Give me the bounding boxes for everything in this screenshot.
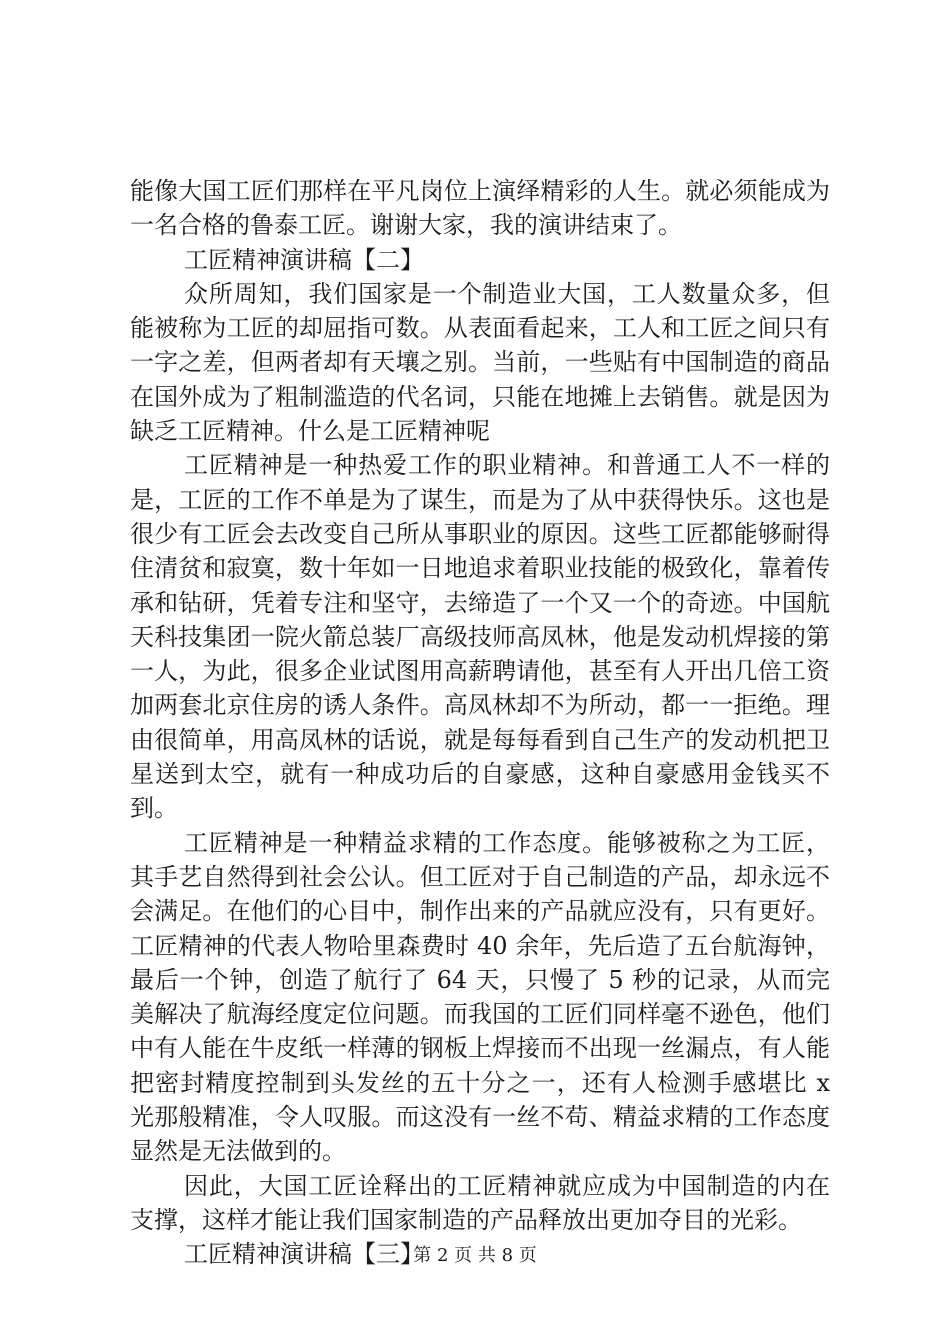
paragraph-work-attitude: 工匠精神是一种精益求精的工作态度。能够被称之为工匠，其手艺自然得到社会公认。但工匠对于自己制造的产品，却永远不会满足。在他们的心目中，制作出来的产品就应没有，只有更好。工匠精神的代表人物哈里森费时 40 余年，先后造了五台航海钟，最后一个钟，创造了航行了 64 天，只慢了 5 秒的记录，从而完美解决了航海经度定位问题。而我国的工匠们同样毫不逊色，他们中有人能在牛皮纸一样薄的钢板上焊接而不出现一丝漏点，有人能把密封精度控制到头发丝的五十分之一，还有人检测手感堪比 x 光那般精准，令人叹服。而这没有一丝不苟、精益求精的工作态度显然是无法做到的。 (130, 828, 830, 1166)
paragraph-conclusion: 因此，大国工匠诠释出的工匠精神就应成为中国制造的内在支撑，这样才能让我们国家制造的产品释放出更加夺目的光彩。 (130, 1171, 830, 1234)
paragraph-career-spirit: 工匠精神是一种热爱工作的职业精神。和普通工人不一样的是，工匠的工作不单是为了谋生，而是为了从中获得快乐。这也是很少有工匠会去改变自己所从事职业的原因。这些工匠都能够耐得住清贫和寂寞，数十年如一日地追求着职业技能的极致化，靠着传承和钻研，凭着专注和坚守，去缔造了一个又一个的奇迹。中国航天科技集团一院火箭总装厂高级技师高凤林，他是发动机焊接的第一人，为此，很多企业试图用高薪聘请他，甚至有人开出几倍工资加两套北京住房的诱人条件。高凤林却不为所动，都一一拒绝。理由很简单，用高凤林的话说，就是每每看到自己生产的发动机把卫星送到太空，就有一种成功后的自豪感，这种自豪感用金钱买不到。 (130, 451, 830, 823)
section-heading-3: 工匠精神演讲稿【三】 (184, 1240, 424, 1269)
section-heading-2: 工匠精神演讲稿【二】 (184, 245, 424, 274)
page-number-footer: 第 2 页 共 8 页 (413, 1245, 537, 1266)
paragraph-continuation: 能像大国工匠们那样在平凡岗位上演绎精彩的人生。就必须能成为一名合格的鲁泰工匠。谢谢大家，我的演讲结束了。 (130, 177, 830, 240)
document-body (130, 174, 830, 1272)
paragraph-intro: 众所周知，我们国家是一个制造业大国，工人数量众多，但能被称为工匠的却屈指可数。从表面看起来，工人和工匠之间只有一字之差，但两者却有天壤之别。当前，一些贴有中国制造的商品在国外成为了粗制滥造的代名词，只能在地摊上去销售。就是因为缺乏工匠精神。什么是工匠精神呢 (130, 279, 830, 446)
